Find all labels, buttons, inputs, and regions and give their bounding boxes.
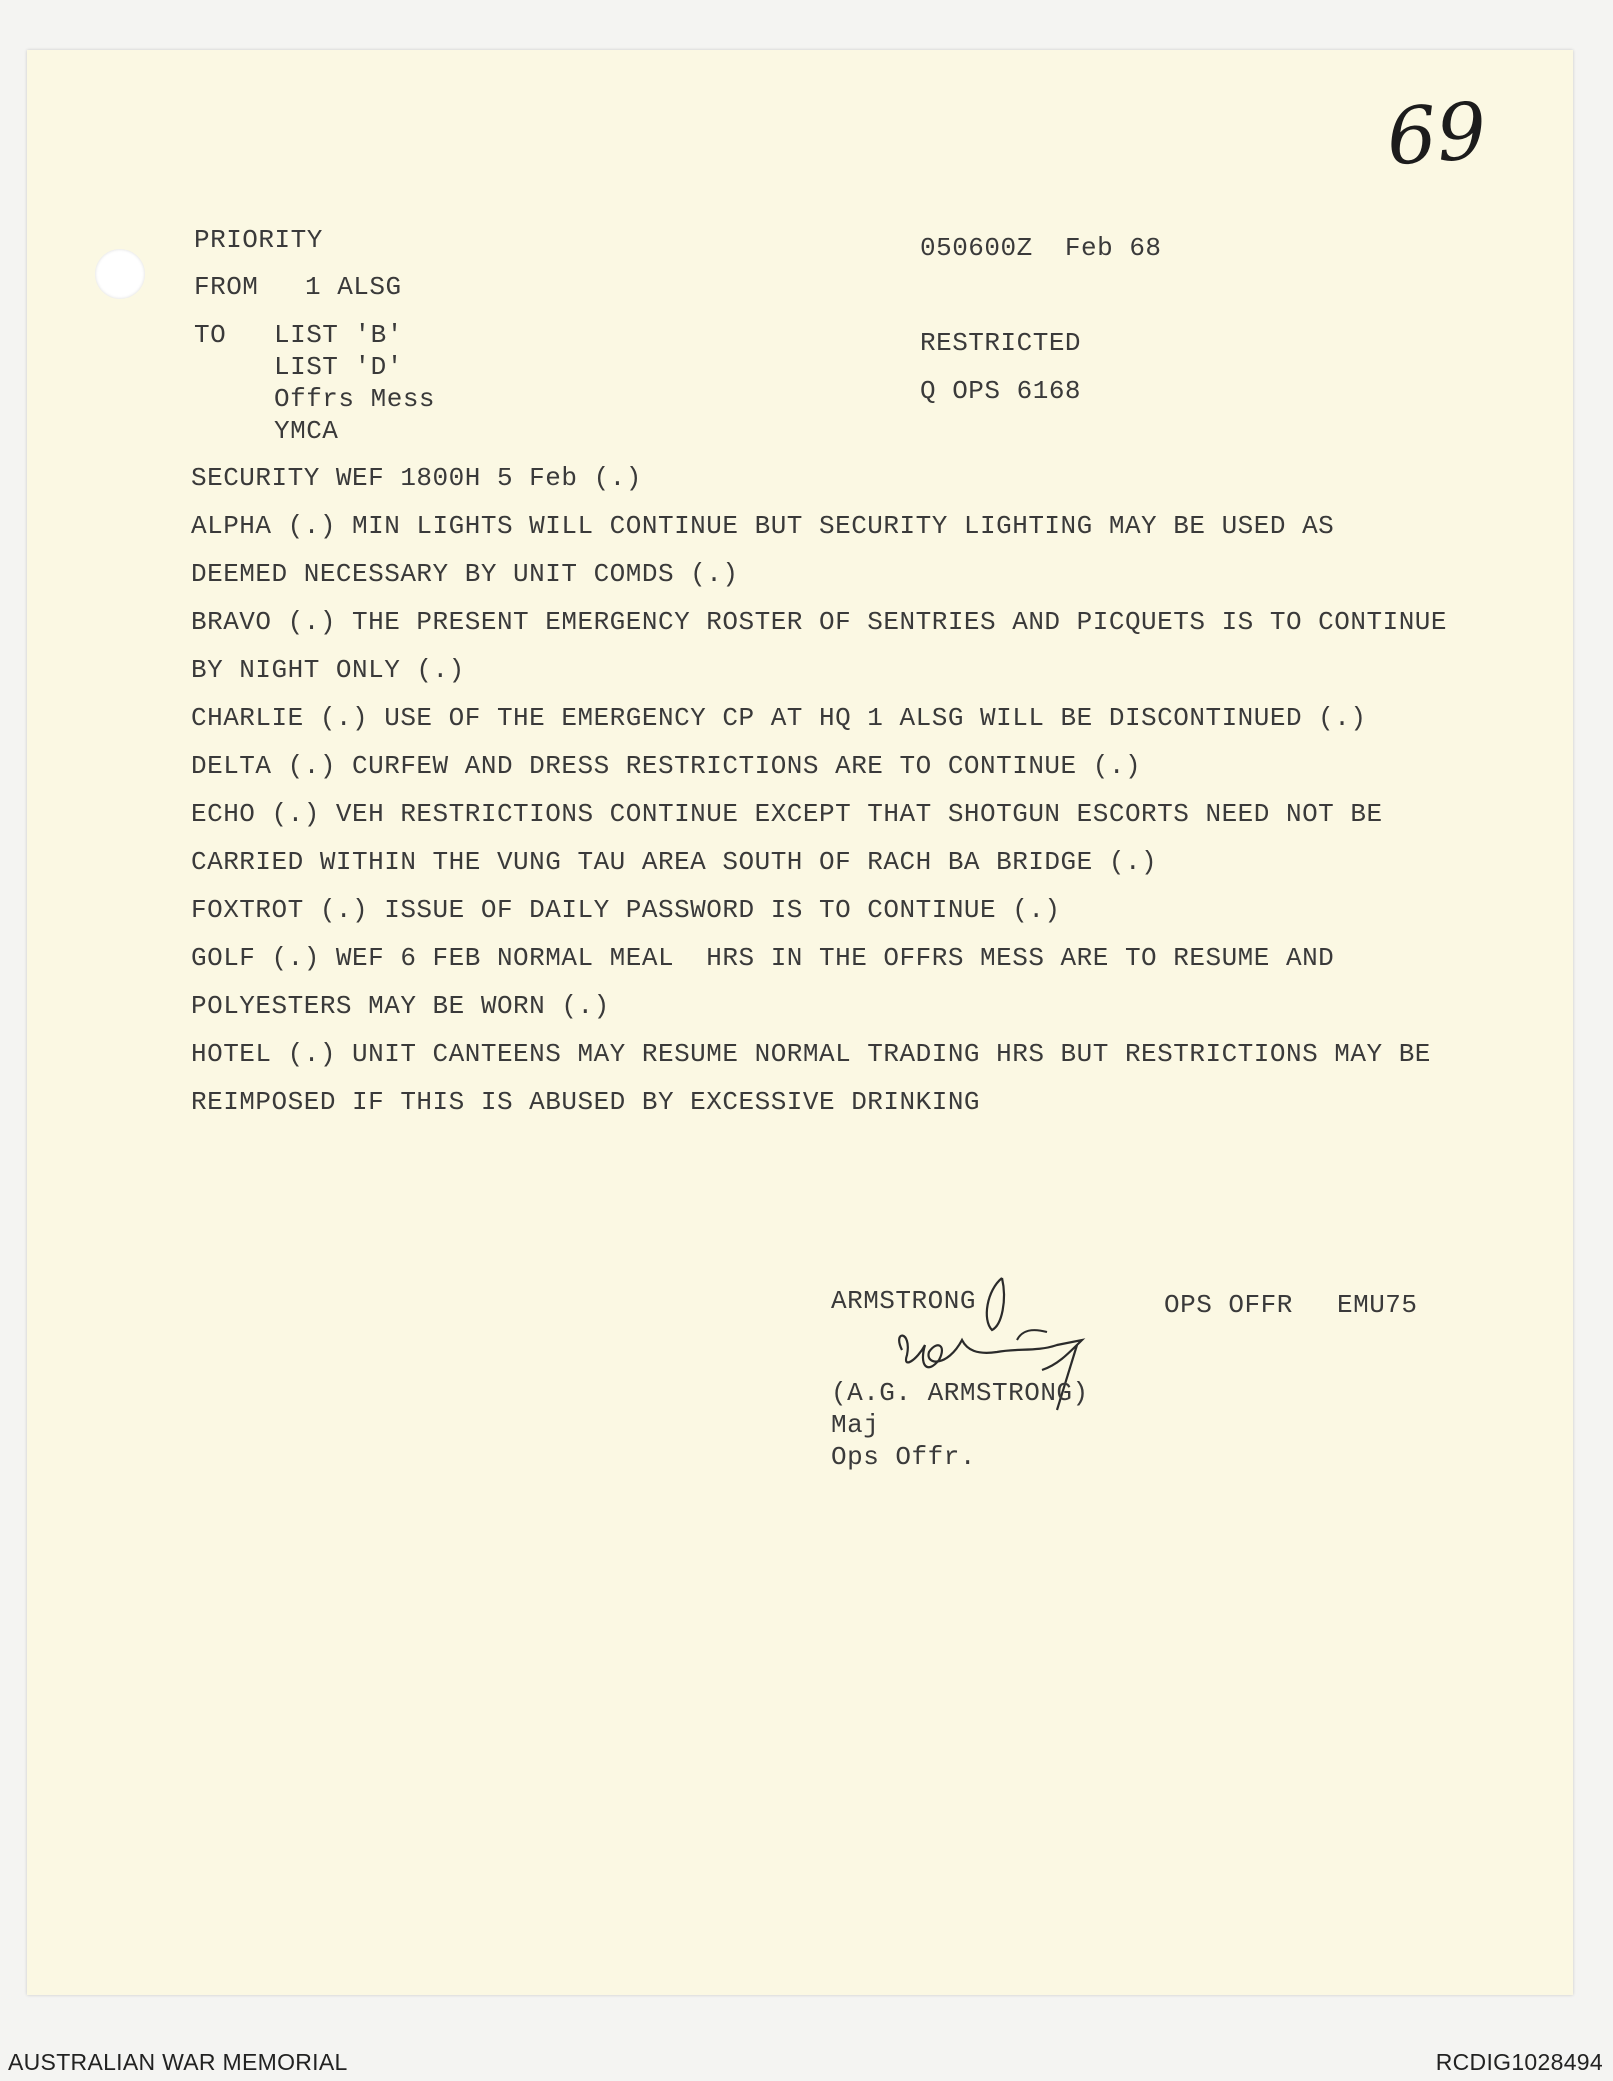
message-line: SECURITY WEF 1800H 5 Feb (.)	[191, 463, 642, 493]
date-time-group: 050600Z Feb 68	[920, 233, 1162, 263]
addressee: LIST 'D'	[274, 352, 403, 382]
extension-number: EMU75	[1337, 1290, 1418, 1320]
message-line: POLYESTERS MAY BE WORN (.)	[191, 991, 610, 1021]
precedence: PRIORITY	[194, 225, 323, 255]
message-line: ALPHA (.) MIN LIGHTS WILL CONTINUE BUT SECURITY LIGHTING MAY BE USED AS	[191, 511, 1335, 541]
classification: RESTRICTED	[920, 328, 1082, 358]
addressee: LIST 'B'	[274, 320, 403, 350]
addressee: Offrs Mess	[274, 384, 436, 414]
punch-hole	[95, 249, 145, 299]
message-line: CHARLIE (.) USE OF THE EMERGENCY CP AT HQ 1 ALSG WILL BE DISCONTINUED (.)	[191, 703, 1367, 733]
message-line: DEEMED NECESSARY BY UNIT COMDS (.)	[191, 559, 739, 589]
from-label: FROM	[194, 272, 259, 302]
message-line: DELTA (.) CURFEW AND DRESS RESTRICTIONS ARE TO CONTINUE (.)	[191, 751, 1142, 781]
message-line: GOLF (.) WEF 6 FEB NORMAL MEAL HRS IN THE OFFRS MESS ARE TO RESUME AND	[191, 943, 1335, 973]
message-line: BY NIGHT ONLY (.)	[191, 655, 465, 685]
footer-record-id: RCDIG1028494	[1435, 2049, 1603, 2075]
reference-number: Q OPS 6168	[920, 376, 1082, 406]
to-label: TO	[194, 320, 227, 350]
addressee: YMCA	[274, 416, 339, 446]
signatory-rank: Maj	[831, 1410, 880, 1440]
document-page	[27, 50, 1573, 1995]
originator-appointment: OPS OFFR	[1164, 1290, 1293, 1320]
signatory-title: Ops Offr.	[831, 1442, 976, 1472]
footer-archive-name: AUSTRALIAN WAR MEMORIAL	[8, 2049, 348, 2075]
message-line: REIMPOSED IF THIS IS ABUSED BY EXCESSIVE DRINKING	[191, 1087, 981, 1117]
signatory-full-name: (A.G. ARMSTRONG)	[831, 1378, 1089, 1408]
message-line: ECHO (.) VEH RESTRICTIONS CONTINUE EXCEPT THAT SHOTGUN ESCORTS NEED NOT BE	[191, 799, 1383, 829]
message-line: BRAVO (.) THE PRESENT EMERGENCY ROSTER OF SENTRIES AND PICQUETS IS TO CONTINUE	[191, 607, 1447, 637]
originator-name: ARMSTRONG	[831, 1286, 976, 1316]
message-line: CARRIED WITHIN THE VUNG TAU AREA SOUTH OF RACH BA BRIDGE (.)	[191, 847, 1158, 877]
folio-number: 69	[1383, 86, 1490, 184]
handwritten-signature	[867, 1270, 1167, 1450]
message-line: FOXTROT (.) ISSUE OF DAILY PASSWORD IS TO CONTINUE (.)	[191, 895, 1061, 925]
from-value: 1 ALSG	[305, 272, 402, 302]
message-line: HOTEL (.) UNIT CANTEENS MAY RESUME NORMAL TRADING HRS BUT RESTRICTIONS MAY BE	[191, 1039, 1431, 1069]
